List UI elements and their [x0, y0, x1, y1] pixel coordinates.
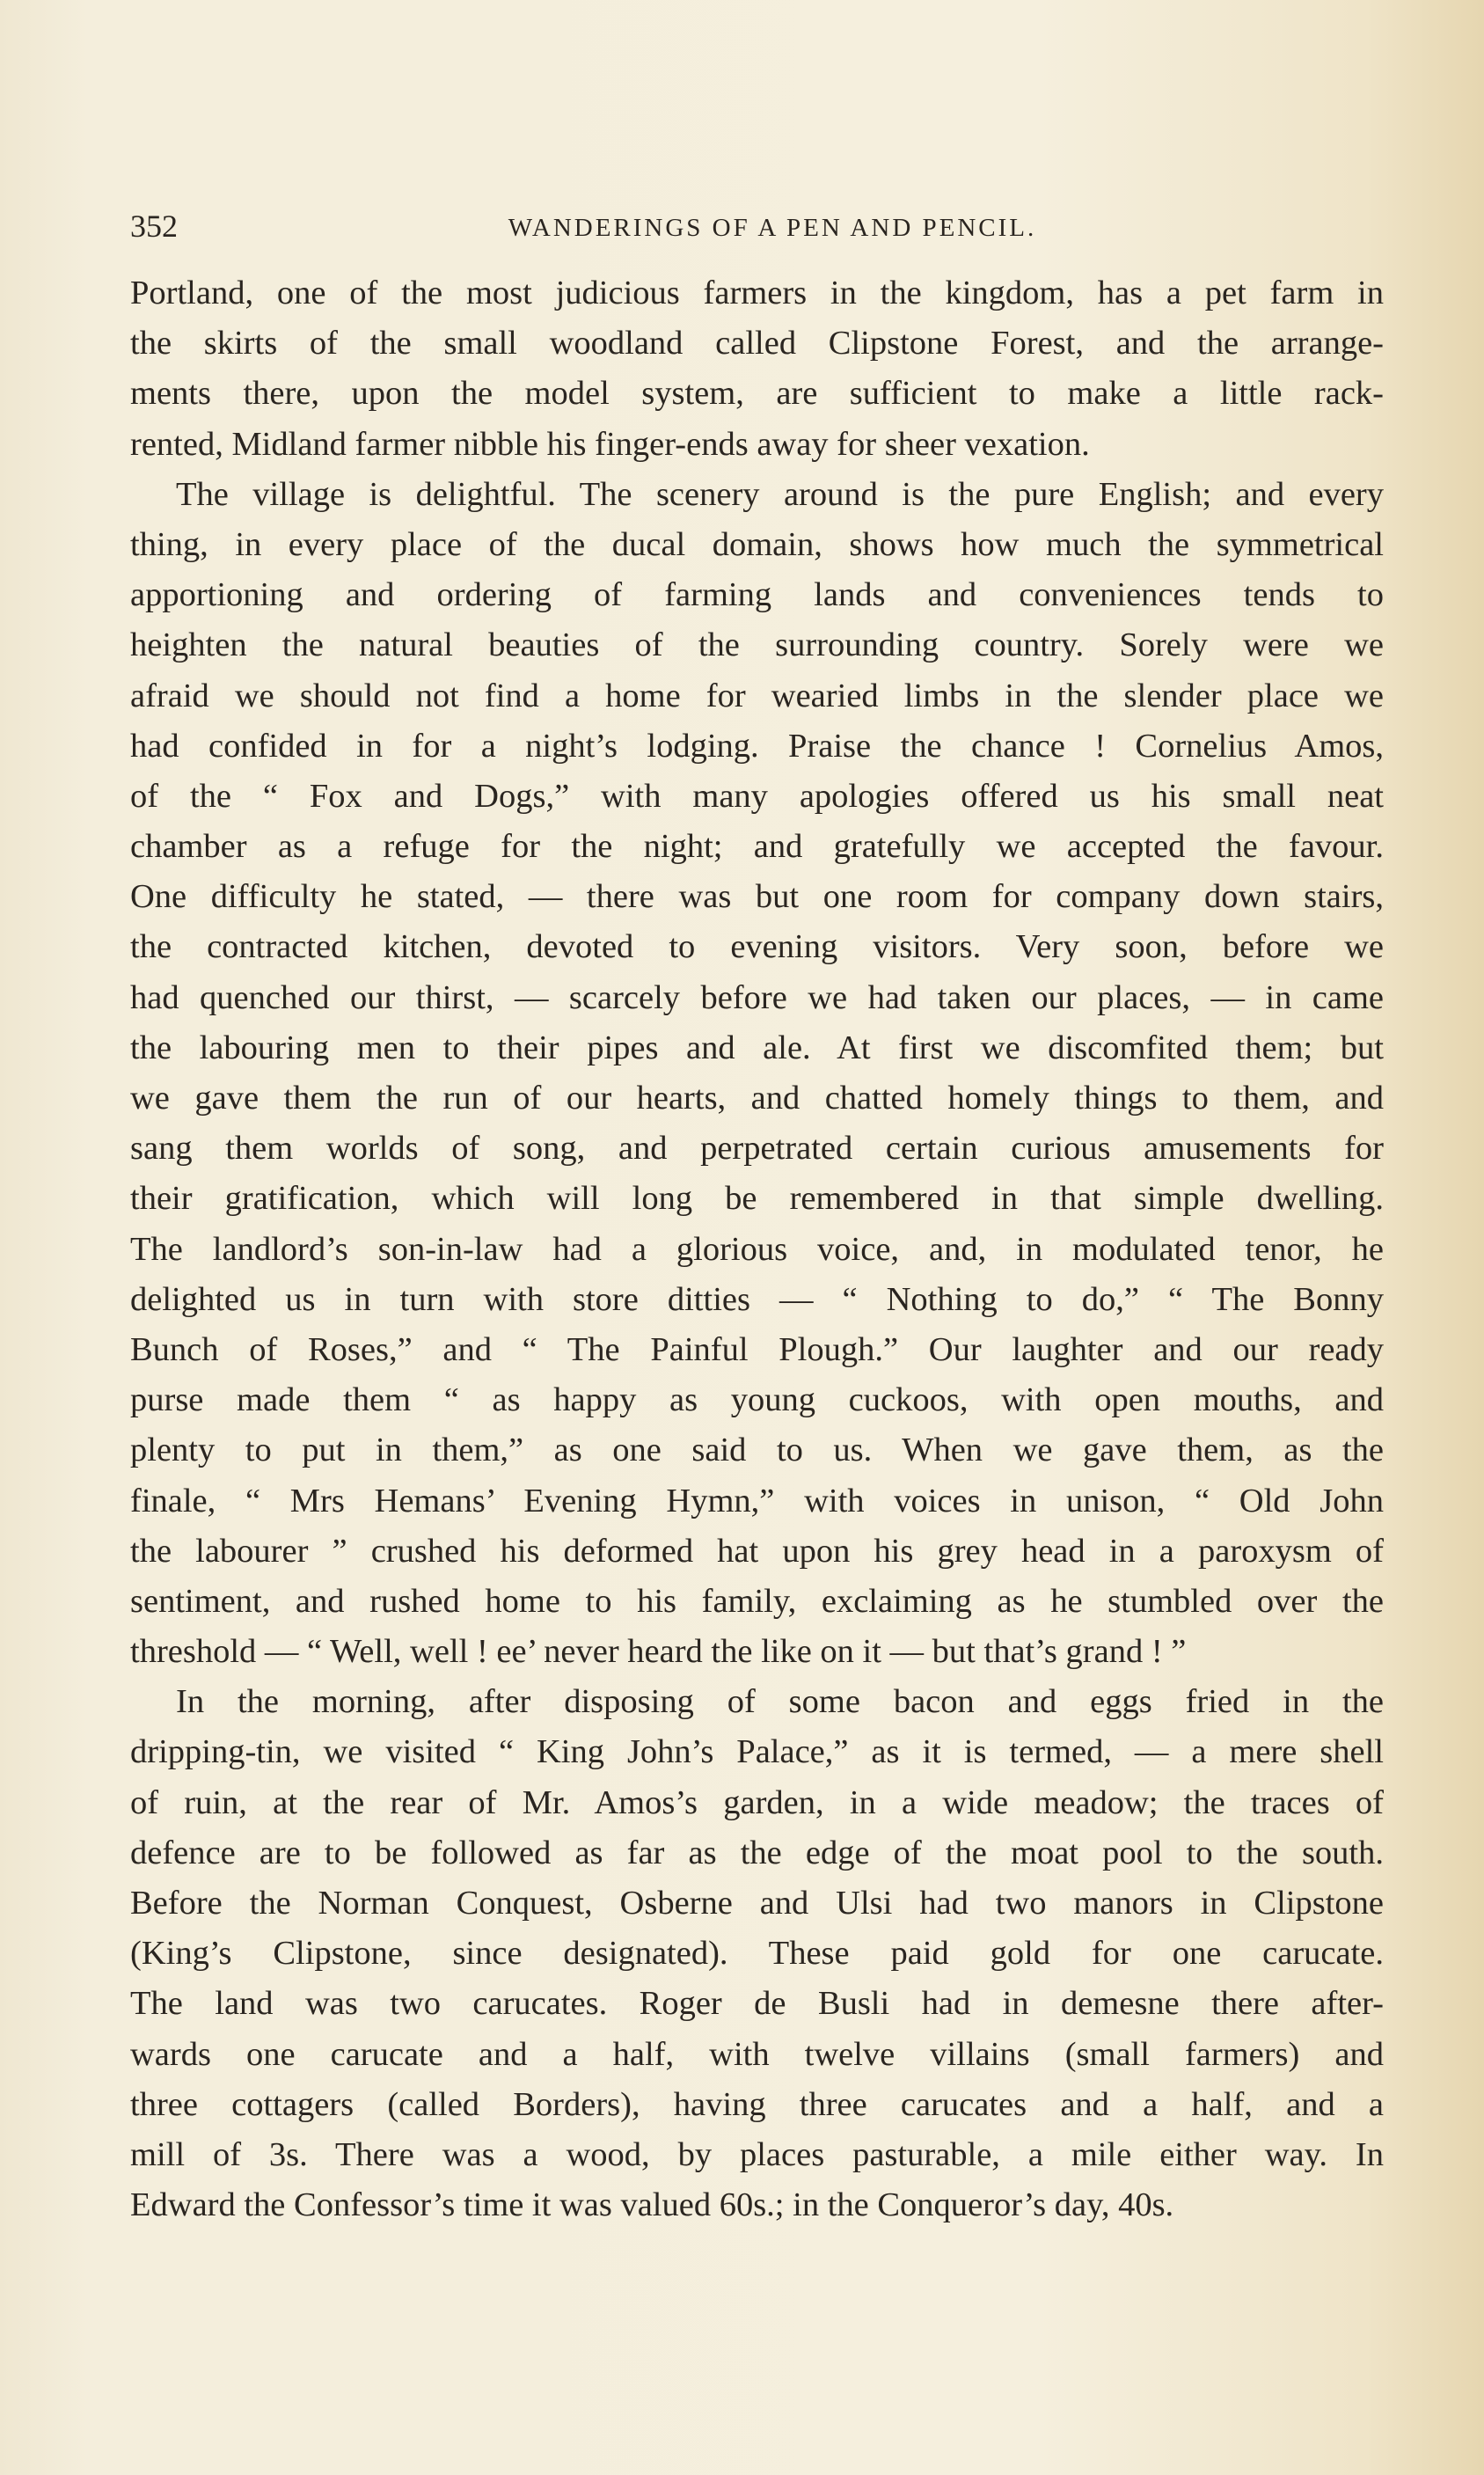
paragraph [130, 1677, 1384, 2230]
text-line: rented, Midland farmer nibble his finger-ends away for sheer vexation. [130, 425, 1090, 463]
text-line: apportioning and ordering of farming lands and conveniences tends to [130, 576, 1384, 614]
text-line: The land was two carucates. Roger de Busli had in demesne there after- [130, 1985, 1384, 2023]
text-line: the labourer ” crushed his deformed hat upon his grey head in a paroxysm of [130, 1532, 1384, 1570]
text-line: the skirts of the small woodland called Clipstone Forest, and the arrange- [130, 325, 1384, 362]
text-line: mill of 3s. There was a wood, by places pasturable, a mile either way. In [130, 2135, 1384, 2173]
text-line: thing, in every place of the ducal domain, shows how much the symmetrical [130, 525, 1384, 563]
text-line: Edward the Confessor’s time it was valued 60s.; in the Conqueror’s day, 40s. [130, 2186, 1174, 2224]
text-line: the contracted kitchen, devoted to evening visitors. Very soon, before we [130, 928, 1384, 966]
text-line: delighted us in turn with store ditties — “ Nothing to do,” “ The Bonny [130, 1280, 1384, 1318]
text-line: had quenched our thirst, — scarcely before we had taken our places, — in came [130, 978, 1384, 1016]
text-line: their gratification, which will long be remembered in that simple dwelling. [130, 1180, 1384, 1218]
text-line: chamber as a refuge for the night; and gratefully we accepted the favour. [130, 828, 1384, 866]
text-line: sang them worlds of song, and perpetrated certain curious amusements for [130, 1130, 1384, 1168]
text-line: the labouring men to their pipes and ale. At first we discomfited them; but [130, 1029, 1384, 1066]
text-line: defence are to be followed as far as the edge of the moat pool to the south. [130, 1834, 1384, 1871]
paragraph [130, 268, 1384, 470]
text-line: Portland, one of the most judicious farmers in the kingdom, has a pet farm in [130, 275, 1384, 311]
text-line: three cottagers (called Borders), having three carucates and a half, and a [130, 2085, 1384, 2123]
text-line: purse made them “ as happy as young cuckoos, with open mouths, and [130, 1381, 1384, 1419]
text-line: ments there, upon the model system, are sufficient to make a little rack- [130, 375, 1384, 413]
text-line: had confided in for a night’s lodging. Praise the chance ! Cornelius Amos, [130, 727, 1384, 765]
page-number: 352 [130, 209, 178, 244]
text-line: afraid we should not find a home for wearied limbs in the slender place we [130, 677, 1384, 714]
text-line: Before the Norman Conquest, Osberne and Ulsi had two manors in Clipstone [130, 1885, 1384, 1922]
text-line: plenty to put in them,” as one said to us. When we gave them, as the [130, 1432, 1384, 1469]
text-line: The landlord’s son-in-law had a glorious voice, and, in modulated tenor, he [130, 1230, 1384, 1268]
text-line: Bunch of Roses,” and “ The Painful Plough.” Our laughter and our ready [130, 1330, 1384, 1368]
page-header [130, 204, 1388, 248]
running-head: WANDERINGS OF A PEN AND PENCIL. [508, 214, 1037, 242]
text-line: threshold — “ Well, well ! ee’ never heard the like on it — but that’s grand ! ” [130, 1633, 1187, 1671]
text-line: One difficulty he stated, — there was but one room for company down stairs, [130, 878, 1384, 916]
text-line: of ruin, at the rear of Mr. Amos’s garden, in a wide meadow; the traces of [130, 1783, 1384, 1821]
body-text [130, 268, 1384, 2230]
text-line: heighten the natural beauties of the surrounding country. Sorely were we [130, 626, 1384, 664]
text-line: we gave them the run of our hearts, and chatted homely things to them, and [130, 1080, 1384, 1117]
text-line: (King’s Clipstone, since designated). These paid gold for one carucate. [130, 1935, 1384, 1973]
text-line: In the morning, after disposing of some bacon and eggs fried in the [176, 1683, 1384, 1721]
text-line: wards one carucate and a half, with twelve villains (small farmers) and [130, 2035, 1384, 2073]
text-line: of the “ Fox and Dogs,” with many apologies offered us his small neat [130, 777, 1384, 815]
text-line: sentiment, and rushed home to his family, exclaiming as he stumbled over the [130, 1582, 1384, 1620]
paragraph [130, 470, 1384, 1678]
text-line: finale, “ Mrs Hemans’ Evening Hymn,” with voices in unison, “ Old John [130, 1482, 1384, 1519]
text-line: The village is delightful. The scenery around is the pure English; and every [176, 475, 1384, 513]
text-line: dripping-tin, we visited “ King John’s Palace,” as it is termed, — a mere shell [130, 1733, 1384, 1771]
